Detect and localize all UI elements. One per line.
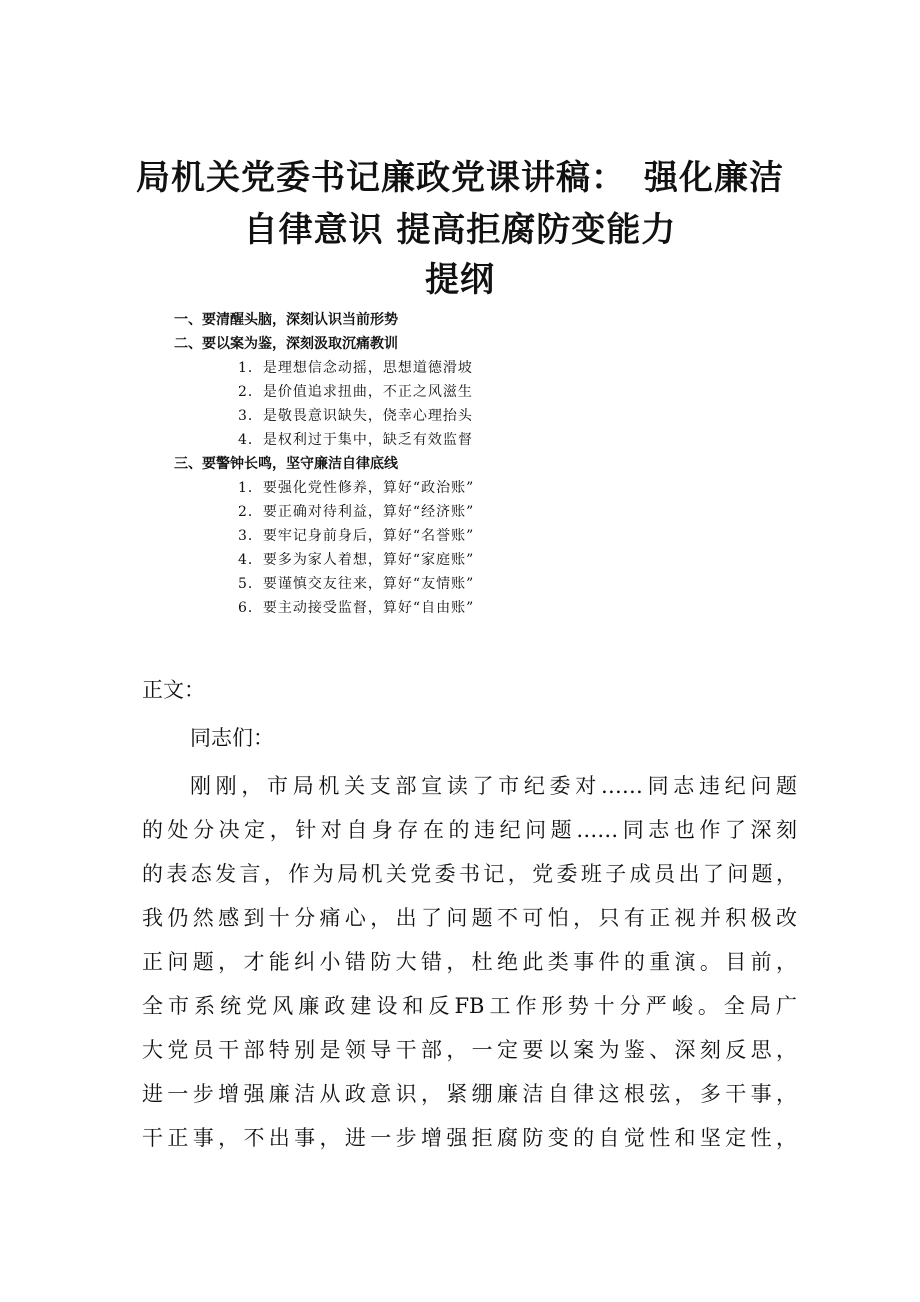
paragraph-line: 大党员干部特别是领导干部，一定要以案为鉴、深刻反思， [142,1038,797,1062]
paragraph-line: 正问题，才能纠小错防大错，杜绝此类事件的重演。目前， [142,950,797,974]
paragraph-line: 进一步增强廉洁从政意识，紧绷廉洁自律这根弦，多干事， [142,1082,797,1106]
document-title-line-1: 局机关党委书记廉政党课讲稿： 强化廉洁 [136,158,784,198]
greeting: 同志们： [190,726,274,750]
outline-item: 5．要谨慎交友往来，算好“友情账” [238,576,475,592]
outline-heading: 提纲 [425,260,495,300]
outline-item: 4．要多为家人着想，算好“家庭账” [238,552,475,568]
outline-item: 1．是理想信念动摇，思想道德滑坡 [238,360,473,376]
outline-section-heading: 二、要以案为鉴，深刻汲取沉痛教训 [174,336,398,352]
outline-item: 2．是价值追求扭曲，不正之风滋生 [238,384,473,400]
body-label: 正文： [142,678,205,702]
paragraph-line: 全市系统党风廉政建设和反FB工作形势十分严峻。全局广 [142,994,797,1018]
outline-item: 1．要强化党性修养，算好“政治账” [238,480,475,496]
paragraph-line: 刚刚，市局机关支部宣读了市纪委对……同志违纪问题 [190,774,797,798]
outline-item: 2．要正确对待利益，算好“经济账” [238,504,475,520]
paragraph-line: 的处分决定，针对自身存在的违纪问题……同志也作了深刻 [142,818,797,842]
outline-item: 3．是敬畏意识缺失，侥幸心理抬头 [238,408,473,424]
paragraph-line: 我仍然感到十分痛心，出了问题不可怕，只有正视并积极改 [142,906,797,930]
paragraph-line: 干正事，不出事，进一步增强拒腐防变的自觉性和坚定性， [142,1126,797,1150]
body-paragraph [142,764,797,1160]
outline-item: 6．要主动接受监督，算好“自由账” [238,600,475,616]
outline-item: 4．是权利过于集中，缺乏有效监督 [238,432,473,448]
outline-section-heading: 一、要清醒头脑，深刻认识当前形势 [174,312,398,328]
paragraph-line: 的表态发言，作为局机关党委书记，党委班子成员出了问题， [142,862,797,886]
outline-section-heading: 三、要警钟长鸣，坚守廉洁自律底线 [174,456,398,472]
document-title-line-2: 自律意识 提高拒腐防变能力 [243,210,677,250]
outline [0,308,920,620]
outline-item: 3．要牢记身前身后，算好“名誉账” [238,528,475,544]
